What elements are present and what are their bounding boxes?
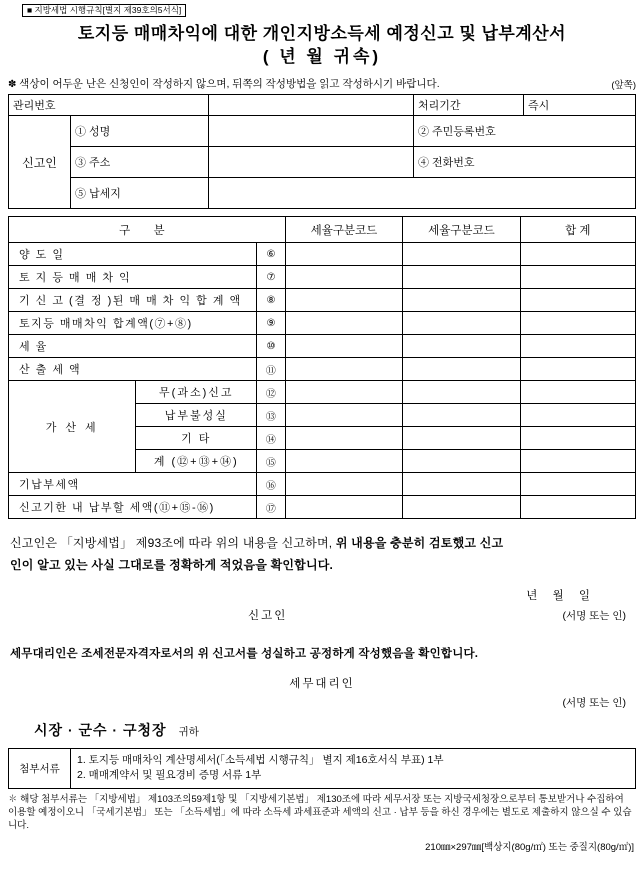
cell-input[interactable] [403,243,520,266]
list-item: 2. 매매계약서 및 필요경비 증명 서류 1부 [77,769,262,782]
cell-input[interactable] [285,312,402,335]
row-num-8: ⑧ [257,289,286,312]
cell-input[interactable] [285,381,402,404]
penalty-label-subtotal: 계 (⑫+⑬+⑭) [136,450,257,473]
notice-row [8,77,636,91]
row-num-7: ⑦ [257,266,286,289]
authority-line [34,720,636,740]
row-label-payable-tax: 신고기한 내 납부할 세액(⑪+⑮-⑯) [9,496,257,519]
resident-no-label: ② 주민등록번호 [414,116,636,147]
cell-input[interactable] [520,496,635,519]
process-period-label: 처리기간 [414,95,524,116]
table-row [9,178,636,209]
cell-input[interactable] [403,496,520,519]
row-label-margin-sum: 토지등 매매차익 합계액(⑦+⑧) [9,312,257,335]
notice-label: 색상이 어두운 난은 신청인이 작성하지 않으며, 뒤쪽의 작성방법을 읽고 작성하시기 바랍니다. [19,77,440,90]
footnote [8,794,636,832]
row-label-tax-rate: 세 율 [9,335,257,358]
declarant-sign-row [8,607,626,623]
address-label: ③ 주소 [71,147,209,178]
declaration-line-1: 신고인은 「지방세법」 제93조에 따라 위의 내용을 신고하며, [10,536,336,551]
row-num-13: ⑬ [257,404,286,427]
cell-input[interactable] [403,266,520,289]
notice-text [8,78,440,92]
authority-suffix: 귀하 [178,725,199,738]
row-num-15: ⑮ [257,450,286,473]
cell-input[interactable] [520,427,635,450]
penalty-label-other: 기 타 [136,427,257,450]
table-row [9,748,636,789]
name-label: ① 성명 [71,116,209,147]
table-row [9,116,636,147]
applicant-section-label: 신고인 [9,116,71,209]
table-row [9,381,636,404]
header-code-2: 세율구분코드 [403,217,520,243]
attachment-label: 첨부서류 [9,748,71,789]
footnote-text: 해당 첨부서류는 「지방세법」 제103조의59제1항 및 「지방세기본법」 제130조에 따라 세무서장 또는 지방국세청장으로부터 통보받거나 수집하여 이용할 예정이오니 「국세기본법」 또는 「소득세법」에 따라 소득세 과세표준과 세액의 신고 · 납부 등을 하신 경우에는 별도로 제출하지 않으실 수 있습니다. [8,794,632,831]
phone-label: ④ 전화번호 [414,147,636,178]
penalty-label-underreport: 무(과소)신고 [136,381,257,404]
declarant-signature-note: (서명 또는 인) [562,609,626,622]
authority-label: 시장 · 군수 · 구청장 [34,721,167,738]
row-num-9: ⑨ [257,312,286,335]
calculation-table [8,216,636,519]
asterisk-icon: ✽ [8,78,20,90]
manage-no-input[interactable] [209,95,414,116]
manage-no-label: 관리번호 [9,95,209,116]
name-input[interactable] [209,116,414,147]
list-item: 1. 토지등 매매차익 계산명세서(「소득세법 시행규칙」 별지 제16호서식 부표) 1부 [77,753,444,766]
cell-input[interactable] [403,312,520,335]
row-label-computed-tax: 산 출 세 액 [9,358,257,381]
cell-input[interactable] [285,335,402,358]
row-num-14: ⑭ [257,427,286,450]
row-num-11: ⑪ [257,358,286,381]
cell-input[interactable] [285,404,402,427]
row-num-16: ⑯ [257,473,286,496]
row-num-6: ⑥ [257,243,286,266]
declaration-date: 년 월 일 [526,589,596,602]
cell-input[interactable] [520,358,635,381]
cell-input[interactable] [285,358,402,381]
row-label-prepaid-tax: 기납부세액 [9,473,257,496]
declaration-line-2-bold: 인이 알고 있는 사실 그대로를 정확하게 적었음을 확인합니다. [10,558,334,573]
table-row [9,95,636,116]
cell-input[interactable] [520,312,635,335]
row-num-10: ⑩ [257,335,286,358]
cell-input[interactable] [520,289,635,312]
form-reference-label: ■ 지방세법 시행규칙[별지 제39호의5서식] [22,4,186,17]
table-row [9,358,636,381]
cell-input[interactable] [285,473,402,496]
table-row [9,312,636,335]
table-row [9,496,636,519]
penalty-label-late-payment: 납부불성실 [136,404,257,427]
header-gubun: 구 분 [9,217,286,243]
table-header-row [9,217,636,243]
table-row [9,243,636,266]
process-period-value: 즉시 [524,95,636,116]
page-title-line2: ( 년 월 귀속) [262,47,382,67]
cell-input[interactable] [403,404,520,427]
cell-input[interactable] [520,266,635,289]
cell-input[interactable] [520,381,635,404]
page-title-line1: 토지등 매매차익에 대한 개인지방소득세 예정신고 및 납부계산서 [77,24,567,44]
row-label-reported-margin-total: 기 신 고 (결 정 )된 매 매 차 익 합 계 액 [9,289,257,312]
cell-input[interactable] [285,496,402,519]
attachment-table [8,748,636,790]
cell-input[interactable] [403,450,520,473]
agent-label-row [8,675,636,691]
table-row [9,147,636,178]
cell-input[interactable] [520,473,635,496]
table-row [9,289,636,312]
cell-input[interactable] [285,243,402,266]
cell-input[interactable] [403,473,520,496]
taxplace-input[interactable] [209,178,636,209]
penalty-group-label: 가 산 세 [9,381,136,473]
paper-spec: 210㎜×297㎜[백상지(80g/㎡) 또는 중질지(80g/㎡)] [425,841,634,853]
address-input[interactable] [209,147,414,178]
page-title [8,23,636,69]
cell-input[interactable] [285,427,402,450]
cell-input[interactable] [285,266,402,289]
cell-input[interactable] [520,243,635,266]
cell-input[interactable] [520,450,635,473]
cell-input[interactable] [403,427,520,450]
header-total: 합 계 [520,217,635,243]
row-label-trading-margin: 토 지 등 매 매 차 익 [9,266,257,289]
cell-input[interactable] [285,450,402,473]
cell-input[interactable] [403,335,520,358]
agent-label: 세무대리인 [289,677,355,690]
cell-input[interactable] [403,358,520,381]
cell-input[interactable] [403,381,520,404]
attachment-list [71,748,636,789]
agent-declaration: 세무대리인은 조세전문자격자로서의 위 신고서를 성실하고 공정하게 작성했음을 확인합니다. [10,647,479,660]
cell-input[interactable] [520,404,635,427]
cell-input[interactable] [520,335,635,358]
cell-input[interactable] [285,289,402,312]
row-num-12: ⑫ [257,381,286,404]
asterisk-icon: ✽ [8,794,21,806]
page-side-note: (앞쪽) [611,80,636,92]
row-num-17: ⑰ [257,496,286,519]
declaration-statement [10,532,634,576]
applicant-table [8,94,636,209]
table-row [9,335,636,358]
agent-signature-note: (서명 또는 인) [562,696,626,709]
table-row [9,266,636,289]
table-row [9,473,636,496]
declaration-line-1-bold: 위 내용을 충분히 검토했고 신고 [335,536,504,551]
declarant-label: 신고인 [248,609,288,622]
header-code-1: 세율구분코드 [285,217,402,243]
cell-input[interactable] [403,289,520,312]
taxplace-label: ⑤ 납세지 [71,178,209,209]
row-label-transfer-date: 양 도 일 [9,243,257,266]
